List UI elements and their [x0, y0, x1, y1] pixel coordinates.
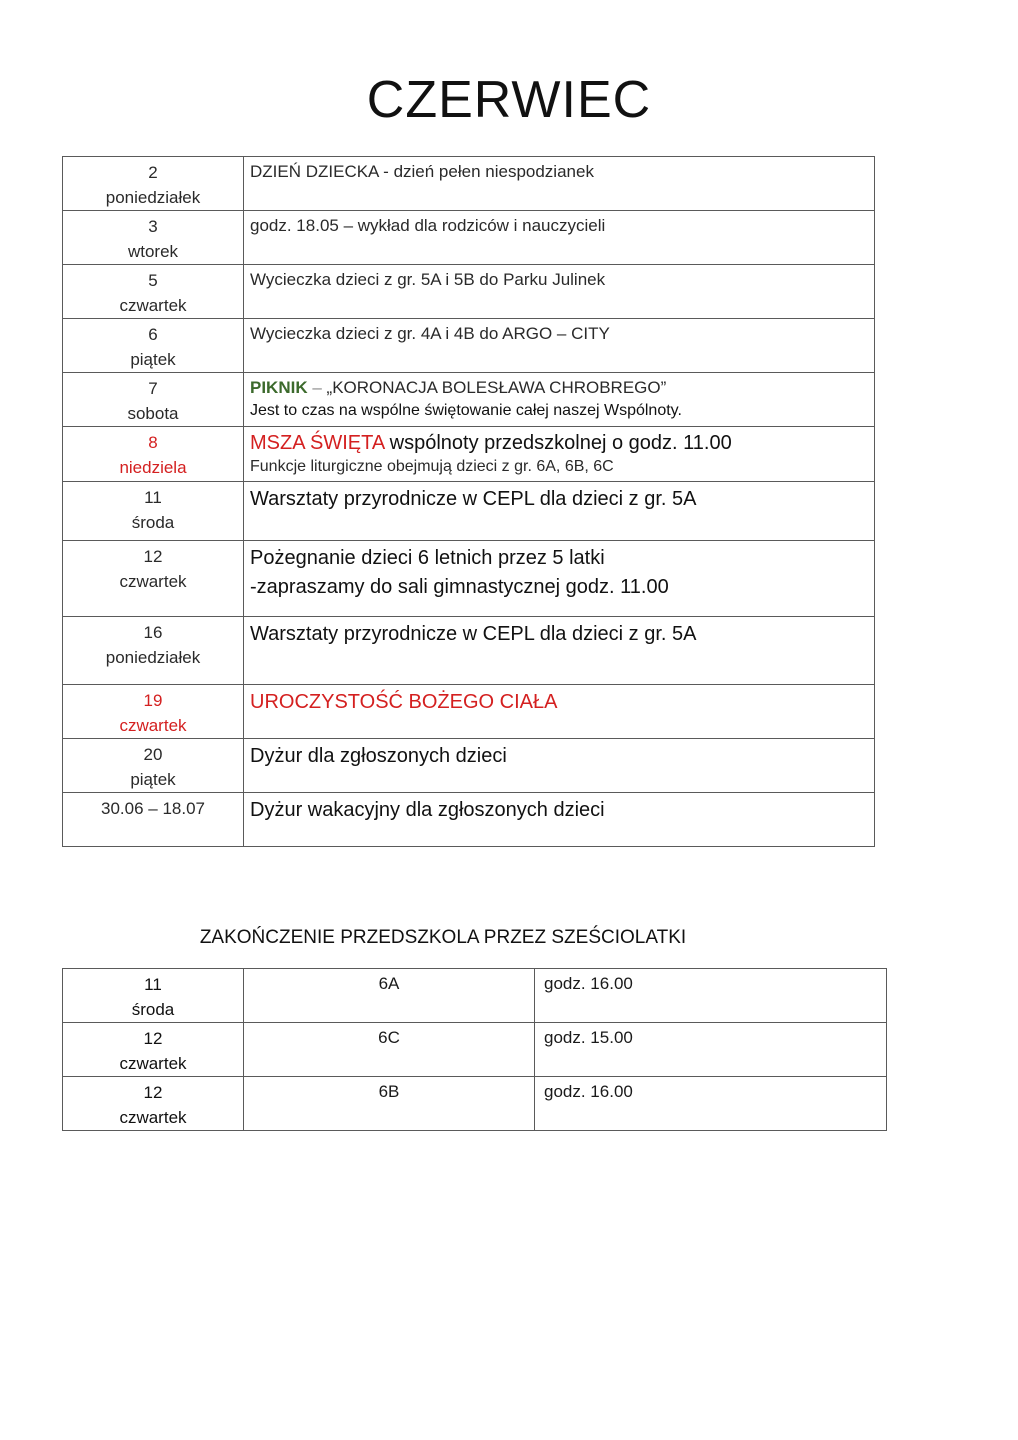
table-row: [63, 211, 875, 265]
event-cell: [244, 427, 875, 482]
event-cell: [244, 157, 875, 211]
table-row: [63, 617, 875, 685]
group-cell: 6C: [244, 1023, 535, 1077]
time-cell: godz. 16.00: [535, 1077, 887, 1131]
date-cell: [63, 319, 244, 373]
event-text: wspólnoty przedszkolnej o godz. 11.00: [384, 432, 732, 454]
event-dash: –: [307, 378, 327, 397]
table-row: [63, 482, 875, 541]
ending-section-title: ZAKOŃCZENIE PRZEDSZKOLA PRZEZ SZEŚCIOLATKI: [199, 927, 687, 948]
event-note: Jest to czas na wspólne świętowanie całej naszej Wspólnoty.: [250, 402, 682, 419]
day-number: 19: [143, 691, 163, 710]
event-text: Dyżur dla zgłoszonych dzieci: [250, 745, 507, 767]
day-number: 7: [148, 379, 158, 398]
page-title: CZERWIEC: [366, 71, 652, 129]
weekday: czwartek: [119, 716, 187, 735]
event-text: godz. 18.05 – wykład dla rodziców i nauczycieli: [250, 216, 606, 235]
event-cell: [244, 541, 875, 617]
weekday: czwartek: [119, 296, 187, 315]
table-row: [63, 319, 875, 373]
event-text: DZIEŃ DZIECKA - dzień pełen niespodzianek: [250, 162, 594, 181]
date-cell: [63, 211, 244, 265]
event-text: Dyżur wakacyjny dla zgłoszonych dzieci: [250, 799, 605, 821]
day-number: 3: [148, 217, 158, 236]
date-cell: [63, 427, 244, 482]
event-cell: [244, 319, 875, 373]
day-number: 20: [143, 745, 163, 764]
date-cell: [63, 373, 244, 427]
weekday: środa: [131, 1000, 175, 1019]
event-cell: [244, 265, 875, 319]
group-cell: 6B: [244, 1077, 535, 1131]
event-text: UROCZYSTOŚĆ BOŻEGO CIAŁA: [250, 691, 558, 713]
event-cell: [244, 739, 875, 793]
date-cell: [63, 793, 244, 847]
event-text: Warsztaty przyrodnicze w CEPL dla dzieci z gr. 5A: [250, 488, 697, 510]
time-cell: godz. 15.00: [535, 1023, 887, 1077]
date-cell: [63, 1023, 244, 1077]
table-row: [63, 685, 875, 739]
event-cell: [244, 793, 875, 847]
weekday: poniedziałek: [105, 188, 201, 207]
table-row: [63, 541, 875, 617]
group-cell: 6A: [244, 969, 535, 1023]
event-cell: [244, 211, 875, 265]
date-cell: [63, 482, 244, 541]
table-row: [63, 427, 875, 482]
table-row: [63, 969, 887, 1023]
table-row: [63, 1077, 887, 1131]
day-number: 16: [143, 623, 163, 642]
event-note: -zapraszamy do sali gimnastycznej godz. 11.00: [250, 576, 669, 598]
day-range: 30.06 – 18.07: [101, 799, 205, 818]
event-cell: [244, 482, 875, 541]
weekday: środa: [131, 513, 175, 532]
event-text: „KORONACJA BOLESŁAWA CHROBREGO”: [326, 378, 667, 397]
table-row: [63, 793, 875, 847]
table-row: [63, 373, 875, 427]
event-text: Pożegnanie dzieci 6 letnich przez 5 latki: [250, 547, 605, 569]
weekday: czwartek: [119, 1054, 187, 1073]
day-number: 8: [148, 433, 158, 452]
event-cell: [244, 685, 875, 739]
date-cell: [63, 1077, 244, 1131]
day-number: 5: [148, 271, 158, 290]
weekday: piątek: [130, 770, 176, 789]
event-highlight: MSZA ŚWIĘTA: [250, 432, 385, 454]
weekday: wtorek: [127, 242, 179, 261]
day-number: 12: [143, 547, 163, 566]
weekday: piątek: [130, 350, 176, 369]
day-number: 2: [148, 163, 158, 182]
date-cell: [63, 157, 244, 211]
day-number: 11: [144, 975, 162, 994]
graduation-table: [62, 968, 887, 1131]
date-cell: [63, 541, 244, 617]
event-highlight: PIKNIK: [250, 378, 308, 397]
june-schedule-table: [62, 156, 875, 847]
weekday: niedziela: [119, 458, 187, 477]
table-row: [63, 739, 875, 793]
day-number: 6: [148, 325, 158, 344]
event-text: Wycieczka dzieci z gr. 5A i 5B do Parku Julinek: [250, 270, 606, 289]
date-cell: [63, 685, 244, 739]
date-cell: [63, 617, 244, 685]
weekday: czwartek: [119, 572, 187, 591]
event-note: Funkcje liturgiczne obejmują dzieci z gr. 6A, 6B, 6C: [250, 458, 614, 475]
table-row: [63, 157, 875, 211]
day-number: 11: [144, 488, 162, 507]
weekday: sobota: [127, 404, 179, 423]
day-number: 12: [143, 1083, 163, 1102]
event-text: Wycieczka dzieci z gr. 4A i 4B do ARGO – CITY: [250, 324, 610, 343]
table-row: [63, 265, 875, 319]
day-number: 12: [143, 1029, 163, 1048]
event-text: Warsztaty przyrodnicze w CEPL dla dzieci z gr. 5A: [250, 623, 697, 645]
weekday: poniedziałek: [105, 648, 201, 667]
date-cell: [63, 265, 244, 319]
table-row: [63, 1023, 887, 1077]
event-cell: [244, 373, 875, 427]
event-cell: [244, 617, 875, 685]
date-cell: [63, 969, 244, 1023]
time-cell: godz. 16.00: [535, 969, 887, 1023]
date-cell: [63, 739, 244, 793]
weekday: czwartek: [119, 1108, 187, 1127]
